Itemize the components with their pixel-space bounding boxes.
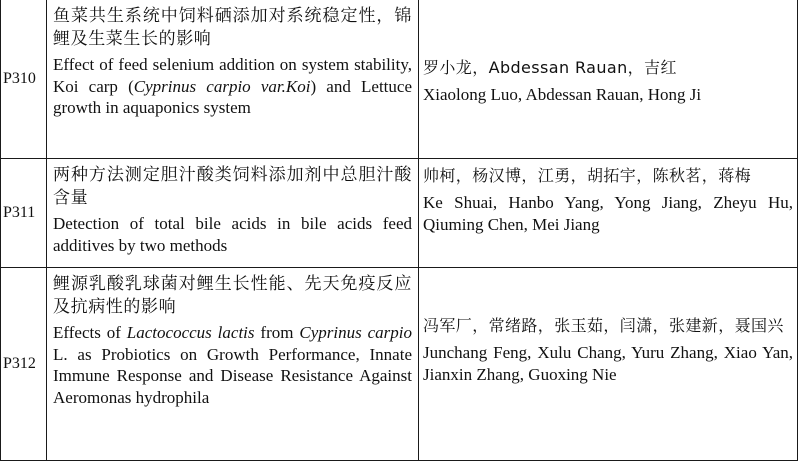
authors-en: Xiaolong Luo, Abdessan Rauan, Hong Ji xyxy=(423,85,702,104)
title-part-italic: Cyprinus carpio var.Koi xyxy=(133,76,311,96)
paper-title-en xyxy=(53,54,412,119)
title-part: ) and Lettuce growth in aquaponics system xyxy=(53,76,412,117)
paper-title-cell xyxy=(47,0,419,159)
authors-cell xyxy=(419,159,798,268)
table-row xyxy=(1,268,798,461)
paper-title-cn: 两种方法测定胆汁酸类饲料添加剂中总胆汁酸含量 xyxy=(53,165,412,208)
table-row xyxy=(1,159,798,268)
authors-cn: 罗小龙，Abdessan Rauan，吉红 xyxy=(423,58,677,77)
paper-title-en xyxy=(53,213,412,256)
table-row xyxy=(1,0,798,159)
title-part-italic: Lactococcus lactis xyxy=(126,323,255,342)
paper-code-cell xyxy=(1,0,47,159)
paper-code: P311 xyxy=(3,204,36,221)
authors-cell xyxy=(419,268,798,461)
paper-title-cn: 鱼菜共生系统中饲料硒添加对系统稳定性，锦鲤及生菜生长的影响 xyxy=(53,6,412,49)
abstracts-table-body xyxy=(1,0,798,461)
title-part: Detection of total bile acids in bile acids feed additives by two methods xyxy=(53,214,412,255)
authors-en: Junchang Feng, Xulu Chang, Yuru Zhang, Xiao Yan, Jianxin Zhang, Guoxing Nie xyxy=(423,343,793,384)
paper-code-cell xyxy=(1,268,47,461)
paper-title-cell xyxy=(47,268,419,461)
authors-en: Ke Shuai, Hanbo Yang, Yong Jiang, Zheyu Hu, Qiuming Chen, Mei Jiang xyxy=(423,193,793,234)
paper-code-cell xyxy=(1,159,47,268)
paper-code: P312 xyxy=(3,355,36,372)
paper-code: P310 xyxy=(3,70,36,87)
authors-cell xyxy=(419,0,798,159)
paper-title-cell xyxy=(47,159,419,268)
paper-title-en xyxy=(53,322,412,408)
authors-cn: 帅柯，杨汉博，江勇，胡拓宇，陈秋茗，蒋梅 xyxy=(423,166,752,185)
paper-title-cn: 鲤源乳酸乳球菌对鲤生长性能、先天免疫反应及抗病性的影响 xyxy=(53,274,412,317)
title-part-italic: Cyprinus carpio xyxy=(299,323,412,342)
title-part: Effects of xyxy=(53,323,127,342)
authors-cn: 冯军厂，常绪路，张玉茹，闫潇，张建新，聂国兴 xyxy=(423,316,784,335)
title-part: from xyxy=(254,323,300,342)
title-part: Effect of feed selenium addition on system stability, Koi carp ( xyxy=(53,55,412,96)
title-part: L. as Probiotics on Growth Performance, Innate Immune Response and Disease Resistance Against Aeromonas hydrophila xyxy=(53,344,412,407)
